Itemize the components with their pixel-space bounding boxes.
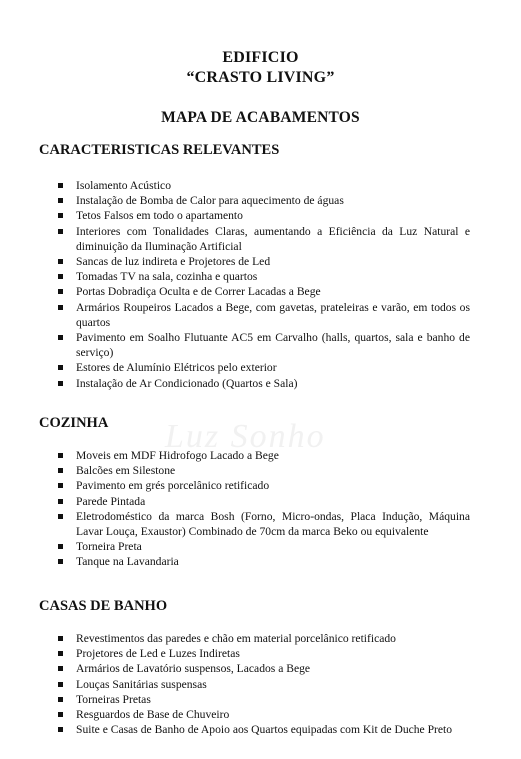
- list-item: Projetores de Led e Luzes Indiretas: [76, 646, 470, 661]
- section-title-casas-de-banho: CASAS DE BANHO: [39, 598, 168, 614]
- list-item: Eletrodoméstico da marca Bosh (Forno, Micro-ondas, Placa Indução, Máquina Lavar Louça, Exaustor) Combinado de 70cm da marca Beko ou equivalente: [76, 509, 470, 539]
- list-item: Armários de Lavatório suspensos, Lacados a Bege: [76, 661, 470, 676]
- list-item: Suite e Casas de Banho de Apoio aos Quartos equipadas com Kit de Duche Preto: [76, 722, 470, 737]
- list-item: Louças Sanitárias suspensas: [76, 677, 470, 692]
- list-item: Armários Roupeiros Lacados a Bege, com gavetas, prateleiras e varão, em todos os quartos: [76, 300, 470, 329]
- list-item: Pavimento em Soalho Flutuante AC5 em Carvalho (halls, quartos, sala e banho de serviço): [76, 331, 470, 360]
- list-item: Interiores com Tonalidades Claras, aumentando a Eficiência da Luz Natural e diminuição da Iluminação Artificial: [76, 224, 470, 253]
- document-title: EDIFICIO: [222, 49, 299, 66]
- list-item: Parede Pintada: [76, 494, 470, 509]
- document-subtitle: MAPA DE ACABAMENTOS: [161, 109, 360, 126]
- list-item: Torneiras Pretas: [76, 692, 470, 707]
- list-item: Torneira Preta: [76, 539, 470, 554]
- list-item: Moveis em MDF Hidrofogo Lacado a Bege: [76, 448, 470, 463]
- list-cozinha: [76, 448, 470, 570]
- list-item: Revestimentos das paredes e chão em material porcelânico retificado: [76, 631, 470, 646]
- list-item: Sancas de luz indireta e Projetores de Led: [76, 254, 470, 269]
- list-item: Balcões em Silestone: [76, 463, 470, 478]
- list-item: Tetos Falsos em todo o apartamento: [76, 208, 470, 223]
- list-item: Estores de Alumínio Elétricos pelo exterior: [76, 360, 470, 375]
- list-item: Resguardos de Base de Chuveiro: [76, 707, 470, 722]
- watermark: Luz Sonho: [165, 418, 326, 455]
- list-item: Instalação de Bomba de Calor para aquecimento de águas: [76, 193, 470, 208]
- list-caracteristicas: [76, 178, 470, 391]
- list-item: Isolamento Acústico: [76, 178, 470, 193]
- list-casas-de-banho: [76, 631, 470, 737]
- building-name: “CRASTO LIVING”: [186, 69, 335, 86]
- section-title-cozinha: COZINHA: [39, 415, 109, 431]
- section-title-caracteristicas: CARACTERISTICAS RELEVANTES: [39, 142, 280, 158]
- list-item: Portas Dobradiça Oculta e de Correr Lacadas a Bege: [76, 284, 470, 299]
- list-item: Instalação de Ar Condicionado (Quartos e Sala): [76, 376, 470, 391]
- list-item: Tomadas TV na sala, cozinha e quartos: [76, 269, 470, 284]
- list-item: Tanque na Lavandaria: [76, 554, 470, 569]
- list-item: Pavimento em grés porcelânico retificado: [76, 478, 470, 493]
